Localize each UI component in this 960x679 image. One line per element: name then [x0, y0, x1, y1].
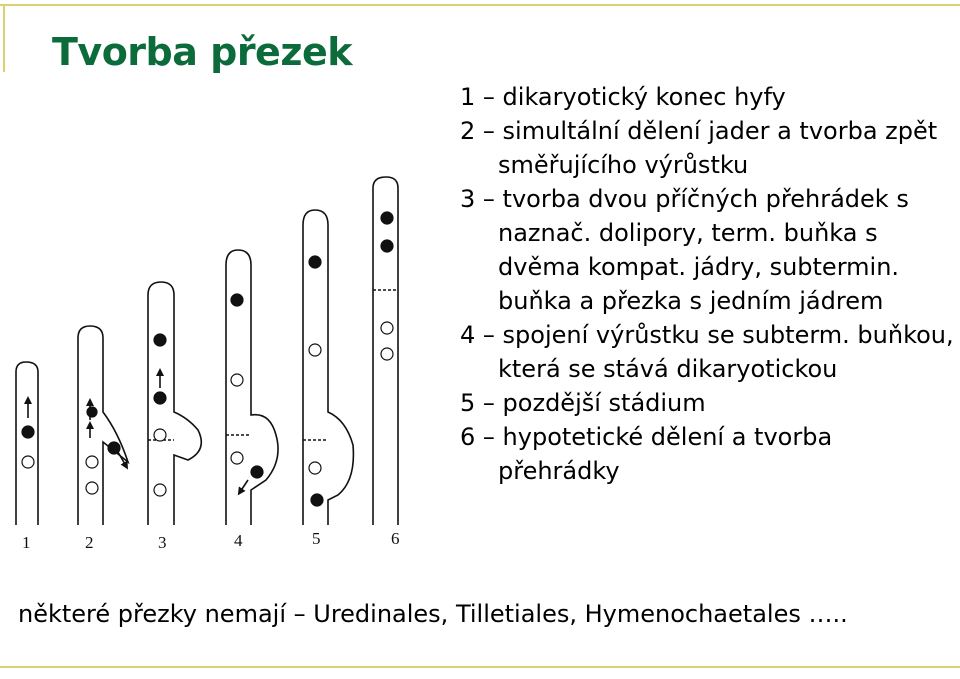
legend-text: – simultální dělení jader a tvorba zpět směřujícího výrůstku [482, 117, 938, 179]
legend-number: 2 [460, 117, 476, 145]
clamp-connection-diagram [8, 150, 453, 565]
stage-label: 6 [391, 529, 400, 548]
legend-number: 3 [460, 185, 476, 213]
stage-legend [460, 80, 960, 488]
legend-number: 4 [460, 321, 476, 349]
legend-text: – dikaryotický konec hyfy [482, 83, 786, 111]
hypha-4 [226, 250, 278, 525]
stage-label: 3 [158, 533, 167, 552]
stage-label: 2 [85, 533, 94, 552]
legend-text: – spojení výrůstku se subterm. buňkou, která se stává dikaryotickou [482, 321, 954, 383]
slide-title: Tvorba přezek [52, 30, 352, 74]
legend-number: 5 [460, 389, 476, 417]
legend-text: – hypotetické dělení a tvorba přehrádky [482, 423, 833, 485]
stage-label: 4 [234, 531, 243, 550]
top-accent-line [0, 4, 960, 6]
stage-label: 1 [22, 533, 31, 552]
bottom-accent-line [0, 666, 960, 668]
legend-item [460, 182, 960, 318]
hypha-2 [78, 326, 128, 525]
footer-note: některé přezky nemají – Uredinales, Tilletiales, Hymenochaetales ….. [18, 600, 848, 628]
legend-number: 6 [460, 423, 476, 451]
legend-item [460, 318, 960, 386]
stage-label: 5 [312, 529, 321, 548]
left-accent-bar [3, 6, 5, 72]
legend-item [460, 386, 960, 420]
legend-item [460, 80, 960, 114]
legend-text: – tvorba dvou příčných přehrádek s naznač. dolipory, term. buňka s dvěma kompat. jádry, subtermin. buňka a přezka s jedním jádrem [482, 185, 909, 315]
legend-item [460, 114, 960, 182]
legend-item [460, 420, 960, 488]
hypha-1 [16, 362, 38, 525]
legend-number: 1 [460, 83, 476, 111]
legend-text: – pozdější stádium [482, 389, 706, 417]
